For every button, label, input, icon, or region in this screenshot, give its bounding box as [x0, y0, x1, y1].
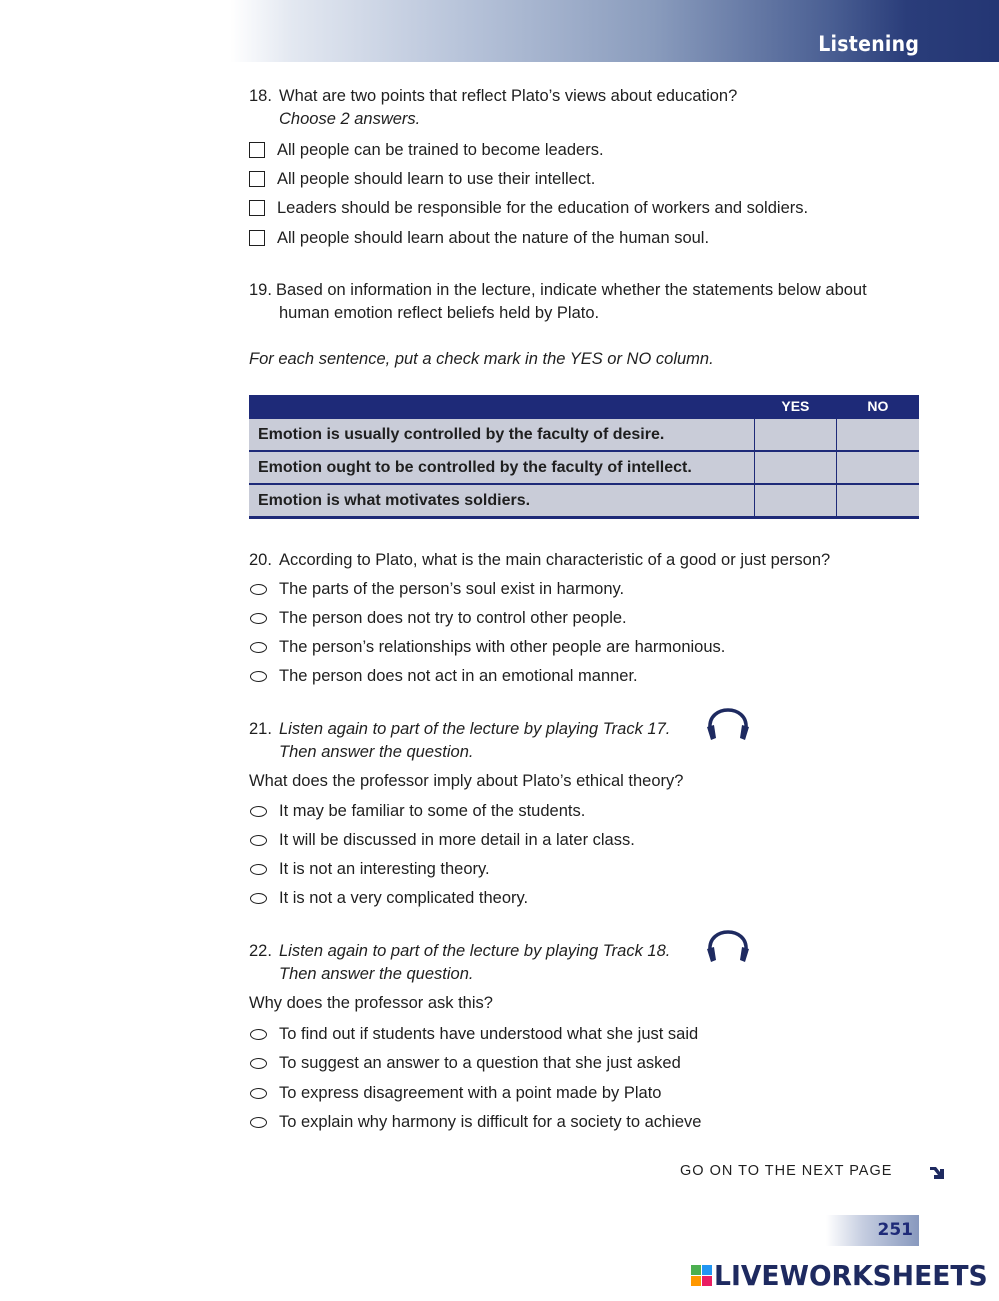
radio-oval[interactable] [250, 613, 267, 624]
radio-oval[interactable] [250, 1088, 267, 1099]
statement-cell: Emotion is usually controlled by the faculty of desire. [249, 418, 754, 451]
option-18-a[interactable]: All people can be trained to become leaders. [249, 139, 604, 161]
brand-text: LIVEWORKSHEETS [714, 1259, 988, 1292]
statement-cell: Emotion is what motivates soldiers. [249, 484, 754, 518]
yes-no-table [249, 395, 919, 519]
headphones-icon[interactable] [704, 694, 752, 742]
radio-oval[interactable] [250, 671, 267, 682]
radio-oval[interactable] [250, 584, 267, 595]
brand-logo [691, 1259, 999, 1292]
table-header-blank [249, 395, 754, 418]
question-text: What does the professor imply about Plato’s ethical theory? [249, 772, 684, 790]
listen-instruction: Listen again to part of the lecture by playing Track 18. [279, 942, 671, 960]
table-header-no: NO [837, 395, 919, 418]
yes-cell[interactable] [754, 484, 837, 518]
radio-oval[interactable] [250, 893, 267, 904]
checkbox[interactable] [249, 230, 265, 246]
question-number: 18. [249, 87, 272, 105]
next-page-arrow-icon [929, 1164, 946, 1180]
yes-cell[interactable] [754, 451, 837, 484]
header-band [230, 0, 999, 62]
table-header-yes: YES [754, 395, 837, 418]
yes-cell[interactable] [754, 418, 837, 451]
option-20-d[interactable]: The person does not act in an emotional manner. [249, 665, 638, 687]
question-text: What are two points that reflect Plato’s views about education? [279, 87, 738, 105]
question-number: 22. [249, 942, 272, 960]
then-instruction: Then answer the question. [279, 743, 474, 761]
checkbox[interactable] [249, 142, 265, 158]
no-cell[interactable] [837, 484, 919, 518]
question-number: 19. [249, 281, 272, 299]
headphones-icon[interactable] [704, 916, 752, 964]
question-19-instruction: For each sentence, put a check mark in the YES or NO column. [249, 350, 714, 368]
radio-oval[interactable] [250, 642, 267, 653]
listen-instruction: Listen again to part of the lecture by playing Track 17. [279, 720, 671, 738]
brand-logo-icon [691, 1265, 712, 1286]
question-21 [249, 718, 683, 793]
statement-cell: Emotion ought to be controlled by the faculty of intellect. [249, 451, 754, 484]
no-cell[interactable] [837, 418, 919, 451]
option-20-c[interactable]: The person’s relationships with other people are harmonious. [249, 636, 725, 658]
option-21-a[interactable]: It may be familiar to some of the students. [249, 800, 585, 822]
table-row [249, 418, 919, 451]
question-20 [249, 549, 830, 572]
page-number-badge [826, 1215, 919, 1246]
table-row [249, 484, 919, 518]
question-19 [249, 279, 867, 325]
radio-oval[interactable] [250, 835, 267, 846]
question-text: According to Plato, what is the main characteristic of a good or just person? [279, 551, 831, 569]
question-number: 20. [249, 551, 272, 569]
option-21-b[interactable]: It will be discussed in more detail in a later class. [249, 829, 635, 851]
radio-oval[interactable] [250, 864, 267, 875]
option-18-b[interactable]: All people should learn to use their intellect. [249, 168, 595, 190]
option-22-d[interactable]: To explain why harmony is difficult for a society to achieve [249, 1111, 701, 1133]
no-cell[interactable] [837, 451, 919, 484]
option-20-b[interactable]: The person does not try to control other people. [249, 607, 627, 629]
checkbox[interactable] [249, 200, 265, 216]
radio-oval[interactable] [250, 806, 267, 817]
table-row [249, 451, 919, 484]
option-22-c[interactable]: To express disagreement with a point made by Plato [249, 1082, 661, 1104]
radio-oval[interactable] [250, 1058, 267, 1069]
option-22-a[interactable]: To find out if students have understood what she just said [249, 1023, 698, 1045]
question-22 [249, 940, 670, 1015]
question-text-line2: human emotion reflect beliefs held by Plato. [279, 304, 600, 322]
question-18 [249, 85, 737, 131]
option-18-d[interactable]: All people should learn about the nature of the human soul. [249, 227, 709, 249]
question-number: 21. [249, 720, 272, 738]
section-title: Listening [818, 32, 919, 56]
radio-oval[interactable] [250, 1117, 267, 1128]
option-22-b[interactable]: To suggest an answer to a question that she just asked [249, 1052, 681, 1074]
option-21-c[interactable]: It is not an interesting theory. [249, 858, 490, 880]
question-text: Why does the professor ask this? [249, 994, 493, 1012]
question-text-line1: Based on information in the lecture, indicate whether the statements below about [276, 281, 867, 299]
question-instruction: Choose 2 answers. [279, 110, 421, 128]
next-page-label: GO ON TO THE NEXT PAGE [680, 1163, 893, 1179]
option-20-a[interactable]: The parts of the person’s soul exist in harmony. [249, 578, 624, 600]
then-instruction: Then answer the question. [279, 965, 474, 983]
page-number: 251 [877, 1220, 913, 1240]
option-21-d[interactable]: It is not a very complicated theory. [249, 887, 528, 909]
option-18-c[interactable]: Leaders should be responsible for the education of workers and soldiers. [249, 197, 808, 219]
checkbox[interactable] [249, 171, 265, 187]
radio-oval[interactable] [250, 1029, 267, 1040]
